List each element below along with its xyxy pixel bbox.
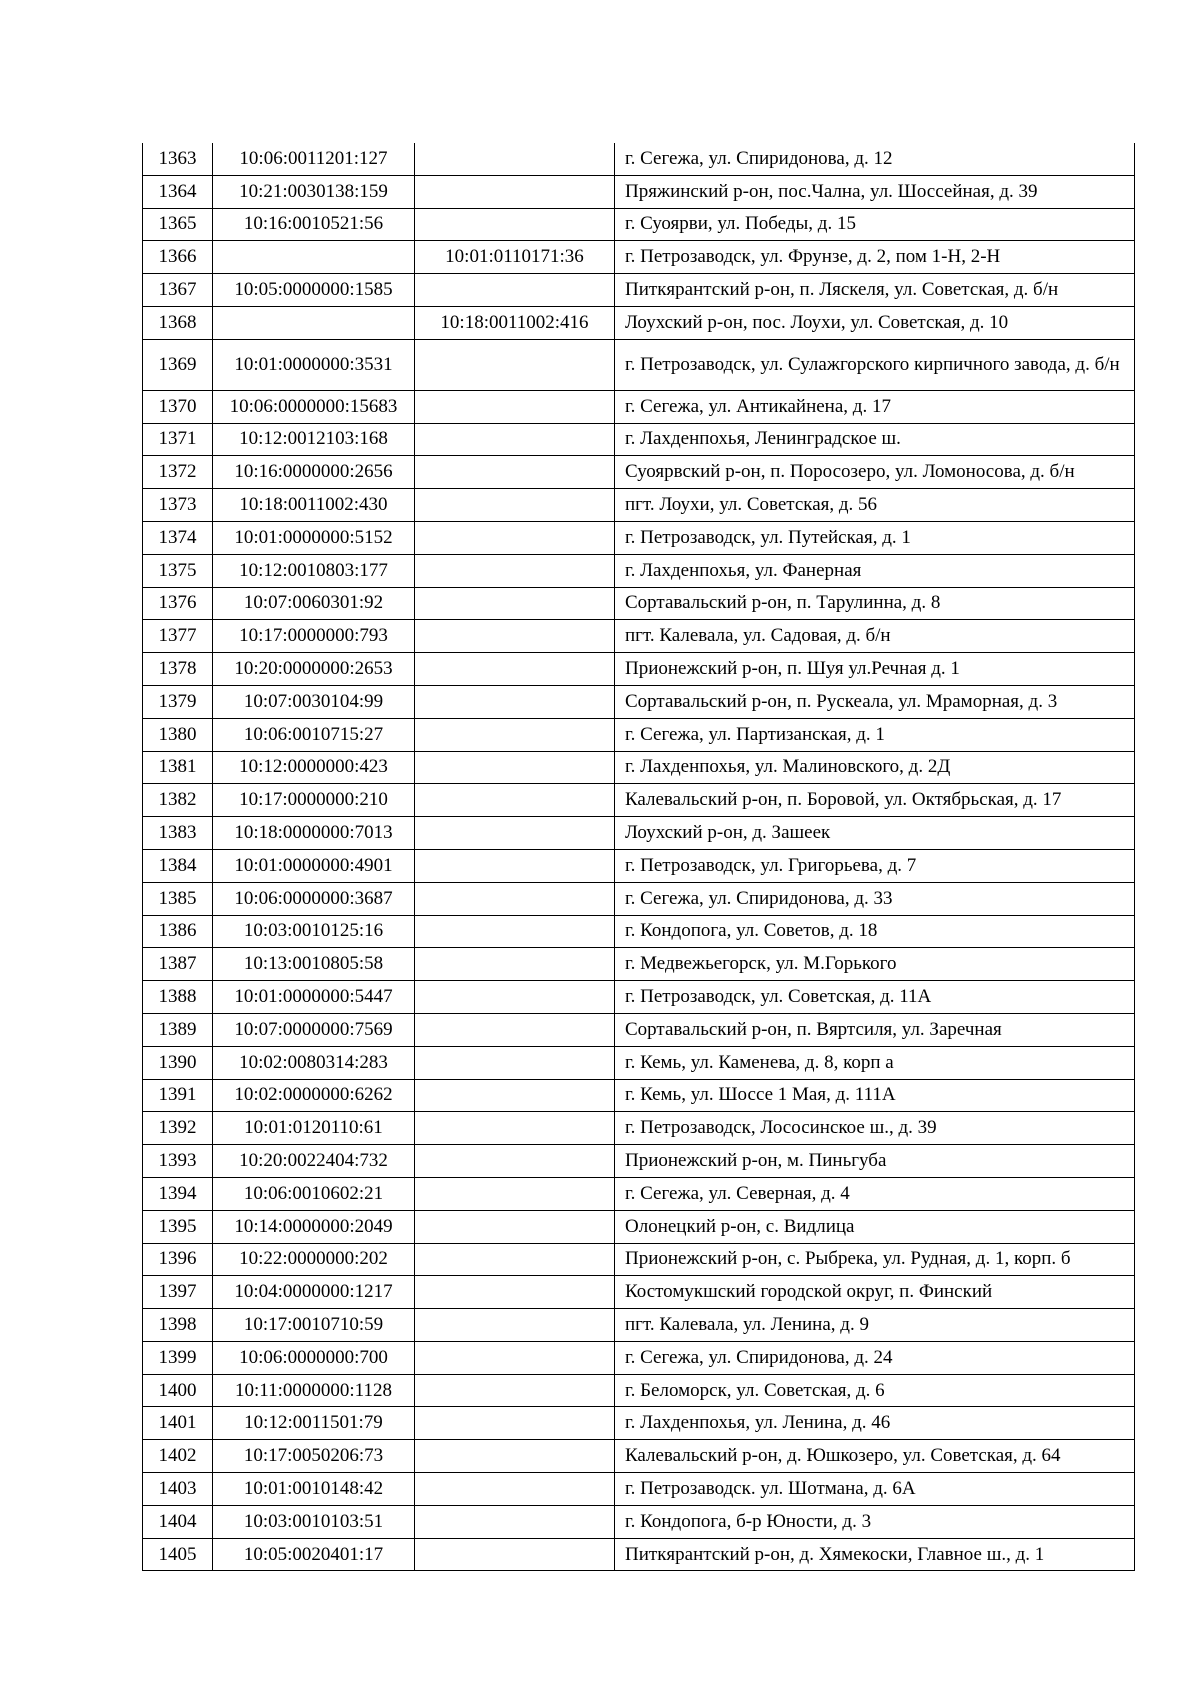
table-row (143, 208, 1135, 241)
cadastral-number-cell: 10:01:0000000:5447 (213, 981, 415, 1014)
cadastral-number-alt-cell (415, 1309, 615, 1342)
row-number-cell: 1392 (143, 1112, 213, 1145)
address-cell: Прионежский р-он, п. Шуя ул.Речная д. 1 (615, 653, 1135, 686)
address-cell: г. Сегежа, ул. Спиридонова, д. 33 (615, 882, 1135, 915)
row-number-cell: 1387 (143, 948, 213, 981)
row-number-cell: 1370 (143, 390, 213, 423)
cadastral-number-cell: 10:12:0000000:423 (213, 751, 415, 784)
table-row (143, 1309, 1135, 1342)
cadastral-number-alt-cell (415, 849, 615, 882)
address-cell: Прионежский р-он, с. Рыбрека, ул. Рудная, д. 1, корп. б (615, 1243, 1135, 1276)
table-row (143, 554, 1135, 587)
cadastral-number-alt-cell (415, 1473, 615, 1506)
cadastral-number-cell: 10:12:0010803:177 (213, 554, 415, 587)
cadastral-number-cell: 10:17:0010710:59 (213, 1309, 415, 1342)
table-row (143, 1210, 1135, 1243)
table-row (143, 784, 1135, 817)
cadastral-number-cell: 10:01:0120110:61 (213, 1112, 415, 1145)
cadastral-number-alt-cell (415, 456, 615, 489)
cadastral-number-cell: 10:05:0020401:17 (213, 1538, 415, 1571)
address-cell: г. Беломорск, ул. Советская, д. 6 (615, 1374, 1135, 1407)
table-row (143, 1473, 1135, 1506)
cadastral-number-cell: 10:01:0000000:5152 (213, 521, 415, 554)
table-row (143, 1505, 1135, 1538)
table-row (143, 1145, 1135, 1178)
address-cell: Пряжинский р-он, пос.Чална, ул. Шоссейная, д. 39 (615, 175, 1135, 208)
address-cell: г. Кемь, ул. Каменева, д. 8, корп а (615, 1046, 1135, 1079)
row-number-cell: 1372 (143, 456, 213, 489)
cadastral-number-cell: 10:12:0012103:168 (213, 423, 415, 456)
table-row (143, 915, 1135, 948)
cadastral-number-cell: 10:06:0000000:700 (213, 1341, 415, 1374)
cadastral-number-cell: 10:17:0050206:73 (213, 1440, 415, 1473)
table-row (143, 587, 1135, 620)
cadastral-number-alt-cell (415, 1374, 615, 1407)
row-number-cell: 1374 (143, 521, 213, 554)
table-row (143, 882, 1135, 915)
address-cell: г. Петрозаводск, Лососинское ш., д. 39 (615, 1112, 1135, 1145)
cadastral-number-cell: 10:18:0011002:430 (213, 489, 415, 522)
address-cell: г. Медвежьегорск, ул. М.Горького (615, 948, 1135, 981)
table-row (143, 1276, 1135, 1309)
cadastral-number-alt-cell (415, 1505, 615, 1538)
address-cell: г. Сегежа, ул. Партизанская, д. 1 (615, 718, 1135, 751)
table-row (143, 981, 1135, 1014)
table-body (143, 143, 1135, 1571)
address-cell: Лоухский р-он, д. Зашеек (615, 817, 1135, 850)
cadastral-number-cell: 10:16:0000000:2656 (213, 456, 415, 489)
cadastral-number-cell: 10:03:0010103:51 (213, 1505, 415, 1538)
cadastral-number-cell: 10:06:0011201:127 (213, 143, 415, 175)
cadastral-number-alt-cell (415, 1210, 615, 1243)
address-cell: пгт. Калевала, ул. Садовая, д. б/н (615, 620, 1135, 653)
cadastral-number-alt-cell: 10:01:0110171:36 (415, 241, 615, 274)
cadastral-number-cell: 10:18:0000000:7013 (213, 817, 415, 850)
table-row (143, 175, 1135, 208)
row-number-cell: 1389 (143, 1013, 213, 1046)
address-cell: г. Петрозаводск, ул. Путейская, д. 1 (615, 521, 1135, 554)
cadastral-number-cell: 10:02:0080314:283 (213, 1046, 415, 1079)
cadastral-number-alt-cell (415, 554, 615, 587)
table-row (143, 1341, 1135, 1374)
row-number-cell: 1394 (143, 1177, 213, 1210)
row-number-cell: 1363 (143, 143, 213, 175)
cadastral-number-alt-cell (415, 423, 615, 456)
cadastral-number-alt-cell (415, 882, 615, 915)
row-number-cell: 1403 (143, 1473, 213, 1506)
row-number-cell: 1371 (143, 423, 213, 456)
cadastral-number-cell: 10:06:0000000:3687 (213, 882, 415, 915)
cadastral-number-cell: 10:17:0000000:210 (213, 784, 415, 817)
cadastral-number-cell: 10:06:0010602:21 (213, 1177, 415, 1210)
row-number-cell: 1386 (143, 915, 213, 948)
table-row (143, 241, 1135, 274)
row-number-cell: 1398 (143, 1309, 213, 1342)
table-row (143, 1440, 1135, 1473)
cadastral-number-alt-cell (415, 1243, 615, 1276)
address-cell: Костомукшский городской округ, п. Финский (615, 1276, 1135, 1309)
table-row (143, 948, 1135, 981)
row-number-cell: 1395 (143, 1210, 213, 1243)
row-number-cell: 1381 (143, 751, 213, 784)
cadastral-number-alt-cell (415, 1538, 615, 1571)
cadastral-number-cell: 10:04:0000000:1217 (213, 1276, 415, 1309)
table-row (143, 423, 1135, 456)
address-cell: г. Сегежа, ул. Спиридонова, д. 24 (615, 1341, 1135, 1374)
row-number-cell: 1373 (143, 489, 213, 522)
address-cell: пгт. Калевала, ул. Ленина, д. 9 (615, 1309, 1135, 1342)
row-number-cell: 1369 (143, 339, 213, 390)
cadastral-number-cell: 10:20:0022404:732 (213, 1145, 415, 1178)
cadastral-number-alt-cell (415, 1177, 615, 1210)
cadastral-number-alt-cell (415, 521, 615, 554)
cadastral-number-cell (213, 241, 415, 274)
cadastral-number-cell: 10:06:0010715:27 (213, 718, 415, 751)
cadastral-number-alt-cell (415, 784, 615, 817)
address-cell: Олонецкий р-он, с. Видлица (615, 1210, 1135, 1243)
row-number-cell: 1379 (143, 685, 213, 718)
address-cell: Калевальский р-он, п. Боровой, ул. Октябрьская, д. 17 (615, 784, 1135, 817)
cadastral-number-alt-cell (415, 1013, 615, 1046)
cadastral-number-cell: 10:16:0010521:56 (213, 208, 415, 241)
row-number-cell: 1382 (143, 784, 213, 817)
cadastral-number-cell: 10:11:0000000:1128 (213, 1374, 415, 1407)
cadastral-number-alt-cell: 10:18:0011002:416 (415, 306, 615, 339)
address-cell: г. Лахденпохья, ул. Малиновского, д. 2Д (615, 751, 1135, 784)
address-cell: Суоярвский р-он, п. Поросозеро, ул. Ломоносова, д. б/н (615, 456, 1135, 489)
address-cell: г. Лахденпохья, ул. Фанерная (615, 554, 1135, 587)
table-row (143, 521, 1135, 554)
address-cell: г. Суоярви, ул. Победы, д. 15 (615, 208, 1135, 241)
cadastral-number-alt-cell (415, 620, 615, 653)
cadastral-number-cell: 10:20:0000000:2653 (213, 653, 415, 686)
table-row (143, 1046, 1135, 1079)
row-number-cell: 1368 (143, 306, 213, 339)
cadastral-number-alt-cell (415, 718, 615, 751)
cadastral-number-cell: 10:07:0060301:92 (213, 587, 415, 620)
address-cell: г. Петрозаводск, ул. Советская, д. 11А (615, 981, 1135, 1014)
cadastral-number-alt-cell (415, 915, 615, 948)
table-row (143, 1538, 1135, 1571)
row-number-cell: 1366 (143, 241, 213, 274)
row-number-cell: 1378 (143, 653, 213, 686)
address-cell: Сортавальский р-он, п. Рускеала, ул. Мраморная, д. 3 (615, 685, 1135, 718)
row-number-cell: 1390 (143, 1046, 213, 1079)
cadastral-number-alt-cell (415, 175, 615, 208)
address-cell: Сортавальский р-он, п. Вяртсиля, ул. Заречная (615, 1013, 1135, 1046)
cadastral-number-cell (213, 306, 415, 339)
row-number-cell: 1388 (143, 981, 213, 1014)
cadastral-number-cell: 10:06:0000000:15683 (213, 390, 415, 423)
row-number-cell: 1384 (143, 849, 213, 882)
row-number-cell: 1402 (143, 1440, 213, 1473)
property-table (142, 143, 1135, 1571)
row-number-cell: 1375 (143, 554, 213, 587)
cadastral-number-cell: 10:17:0000000:793 (213, 620, 415, 653)
cadastral-number-alt-cell (415, 1407, 615, 1440)
row-number-cell: 1365 (143, 208, 213, 241)
cadastral-number-cell: 10:02:0000000:6262 (213, 1079, 415, 1112)
cadastral-number-cell: 10:07:0000000:7569 (213, 1013, 415, 1046)
address-cell: г. Петрозаводск, ул. Сулажгорского кирпичного завода, д. б/н (615, 339, 1135, 390)
address-cell: Сортавальский р-он, п. Тарулинна, д. 8 (615, 587, 1135, 620)
cadastral-number-alt-cell (415, 653, 615, 686)
cadastral-number-alt-cell (415, 390, 615, 423)
address-cell: г. Петрозаводск, ул. Фрунзе, д. 2, пом 1-Н, 2-Н (615, 241, 1135, 274)
row-number-cell: 1399 (143, 1341, 213, 1374)
cadastral-number-cell: 10:01:0000000:3531 (213, 339, 415, 390)
cadastral-number-cell: 10:21:0030138:159 (213, 175, 415, 208)
table-row (143, 306, 1135, 339)
cadastral-number-alt-cell (415, 1046, 615, 1079)
address-cell: Калевальский р-он, д. Юшкозеро, ул. Советская, д. 64 (615, 1440, 1135, 1473)
table-row (143, 274, 1135, 307)
row-number-cell: 1383 (143, 817, 213, 850)
table-row (143, 1112, 1135, 1145)
table-row (143, 751, 1135, 784)
cadastral-number-alt-cell (415, 587, 615, 620)
row-number-cell: 1364 (143, 175, 213, 208)
cadastral-number-alt-cell (415, 274, 615, 307)
table-row (143, 817, 1135, 850)
row-number-cell: 1404 (143, 1505, 213, 1538)
table-row (143, 849, 1135, 882)
table-row (143, 1177, 1135, 1210)
table-row (143, 1407, 1135, 1440)
address-cell: г. Лахденпохья, ул. Ленина, д. 46 (615, 1407, 1135, 1440)
cadastral-number-alt-cell (415, 1145, 615, 1178)
address-cell: г. Лахденпохья, Ленинградское ш. (615, 423, 1135, 456)
address-cell: Прионежский р-он, м. Пиньгуба (615, 1145, 1135, 1178)
cadastral-number-alt-cell (415, 143, 615, 175)
cadastral-number-alt-cell (415, 981, 615, 1014)
cadastral-number-alt-cell (415, 339, 615, 390)
cadastral-number-cell: 10:14:0000000:2049 (213, 1210, 415, 1243)
cadastral-number-cell: 10:22:0000000:202 (213, 1243, 415, 1276)
cadastral-number-cell: 10:12:0011501:79 (213, 1407, 415, 1440)
row-number-cell: 1391 (143, 1079, 213, 1112)
row-number-cell: 1377 (143, 620, 213, 653)
table-row (143, 456, 1135, 489)
address-cell: г. Кемь, ул. Шоссе 1 Мая, д. 111А (615, 1079, 1135, 1112)
address-cell: Лоухский р-он, пос. Лоухи, ул. Советская, д. 10 (615, 306, 1135, 339)
address-cell: пгт. Лоухи, ул. Советская, д. 56 (615, 489, 1135, 522)
row-number-cell: 1396 (143, 1243, 213, 1276)
address-cell: г. Петрозаводск, ул. Григорьева, д. 7 (615, 849, 1135, 882)
cadastral-number-alt-cell (415, 1112, 615, 1145)
cadastral-number-alt-cell (415, 817, 615, 850)
table-row (143, 1374, 1135, 1407)
row-number-cell: 1380 (143, 718, 213, 751)
address-cell: г. Сегежа, ул. Антикайнена, д. 17 (615, 390, 1135, 423)
row-number-cell: 1400 (143, 1374, 213, 1407)
cadastral-number-alt-cell (415, 948, 615, 981)
address-cell: г. Петрозаводск. ул. Шотмана, д. 6А (615, 1473, 1135, 1506)
table-row (143, 685, 1135, 718)
row-number-cell: 1385 (143, 882, 213, 915)
address-cell: г. Кондопога, б-р Юности, д. 3 (615, 1505, 1135, 1538)
table-row (143, 339, 1135, 390)
cadastral-number-alt-cell (415, 1440, 615, 1473)
address-cell: г. Сегежа, ул. Северная, д. 4 (615, 1177, 1135, 1210)
cadastral-number-alt-cell (415, 1276, 615, 1309)
cadastral-number-cell: 10:01:0000000:4901 (213, 849, 415, 882)
cadastral-number-cell: 10:07:0030104:99 (213, 685, 415, 718)
table-row (143, 653, 1135, 686)
cadastral-number-alt-cell (415, 208, 615, 241)
row-number-cell: 1367 (143, 274, 213, 307)
cadastral-number-alt-cell (415, 1341, 615, 1374)
address-cell: г. Сегежа, ул. Спиридонова, д. 12 (615, 143, 1135, 175)
cadastral-number-cell: 10:01:0010148:42 (213, 1473, 415, 1506)
row-number-cell: 1376 (143, 587, 213, 620)
cadastral-number-alt-cell (415, 685, 615, 718)
address-cell: Питкярантский р-он, д. Хямекоски, Главное ш., д. 1 (615, 1538, 1135, 1571)
cadastral-number-alt-cell (415, 1079, 615, 1112)
table-row (143, 1013, 1135, 1046)
address-cell: Питкярантский р-он, п. Ляскеля, ул. Советская, д. б/н (615, 274, 1135, 307)
row-number-cell: 1397 (143, 1276, 213, 1309)
cadastral-number-cell: 10:13:0010805:58 (213, 948, 415, 981)
table-row (143, 489, 1135, 522)
table-row (143, 718, 1135, 751)
table-row (143, 390, 1135, 423)
cadastral-number-alt-cell (415, 751, 615, 784)
cadastral-number-cell: 10:03:0010125:16 (213, 915, 415, 948)
table-row (143, 1243, 1135, 1276)
row-number-cell: 1401 (143, 1407, 213, 1440)
cadastral-number-alt-cell (415, 489, 615, 522)
row-number-cell: 1405 (143, 1538, 213, 1571)
table-row (143, 1079, 1135, 1112)
address-cell: г. Кондопога, ул. Советов, д. 18 (615, 915, 1135, 948)
row-number-cell: 1393 (143, 1145, 213, 1178)
table-row (143, 143, 1135, 175)
table-row (143, 620, 1135, 653)
cadastral-number-cell: 10:05:0000000:1585 (213, 274, 415, 307)
